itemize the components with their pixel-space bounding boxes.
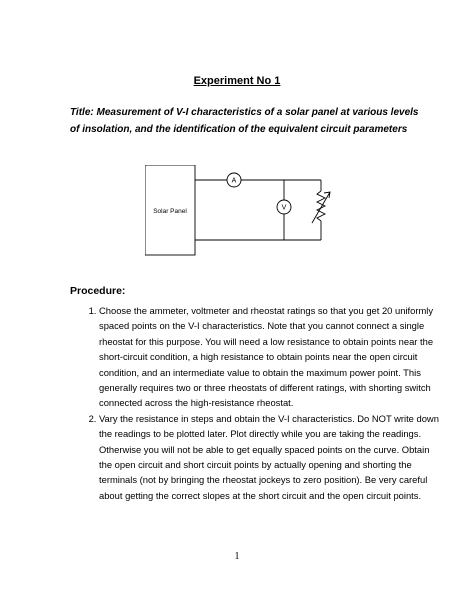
- voltmeter-label: V: [281, 204, 287, 212]
- procedure-step: 2. Vary the resistance in steps and obtain the V-I characteristics. Do NOT write down the readings to be plotted later. Plot directly while you are taking the readings. Otherwise you will not be able to get equally spaced points on the curve. Obtain the open circuit and short circuit points by actually opening and shorting the terminals (not by bringing the rheostat jockeys to zero position). Be very careful about getting the correct slopes at the short circuit and the open circuit points.: [99, 411, 441, 503]
- experiment-heading: Experiment No 1: [193, 75, 281, 87]
- solar-panel-label: Solar Panel: [153, 208, 187, 215]
- procedure-steps: [70, 303, 441, 503]
- circuit-diagram: [145, 165, 345, 265]
- ammeter-label: A: [231, 177, 237, 185]
- title-label: Title:: [70, 107, 94, 118]
- page-number: 1: [234, 551, 240, 562]
- title-text: Measurement of V-I characteristics of a solar panel at various levels of insolation, and the identification of the equivalent circuit parameters: [70, 107, 419, 135]
- rheostat-resistor: [317, 191, 325, 221]
- experiment-title: [70, 104, 430, 138]
- procedure-step: 1. Choose the ammeter, voltmeter and rheostat ratings so that you get 20 uniformly spaced points on the V-I characteristics. Note that you cannot connect a single rheostat for this purpose. You will need a low resistance to obtain points near the short-circuit condition, a high resistance to obtain points near the open circuit condition, and an intermediate value to obtain the maximum power point. This generally requires two or three rheostats of different ratings, with shorting switch connected across the high-resistance rheostat.: [99, 303, 441, 411]
- rheostat-arrow-shaft: [312, 192, 330, 223]
- procedure-heading: Procedure:: [70, 285, 126, 297]
